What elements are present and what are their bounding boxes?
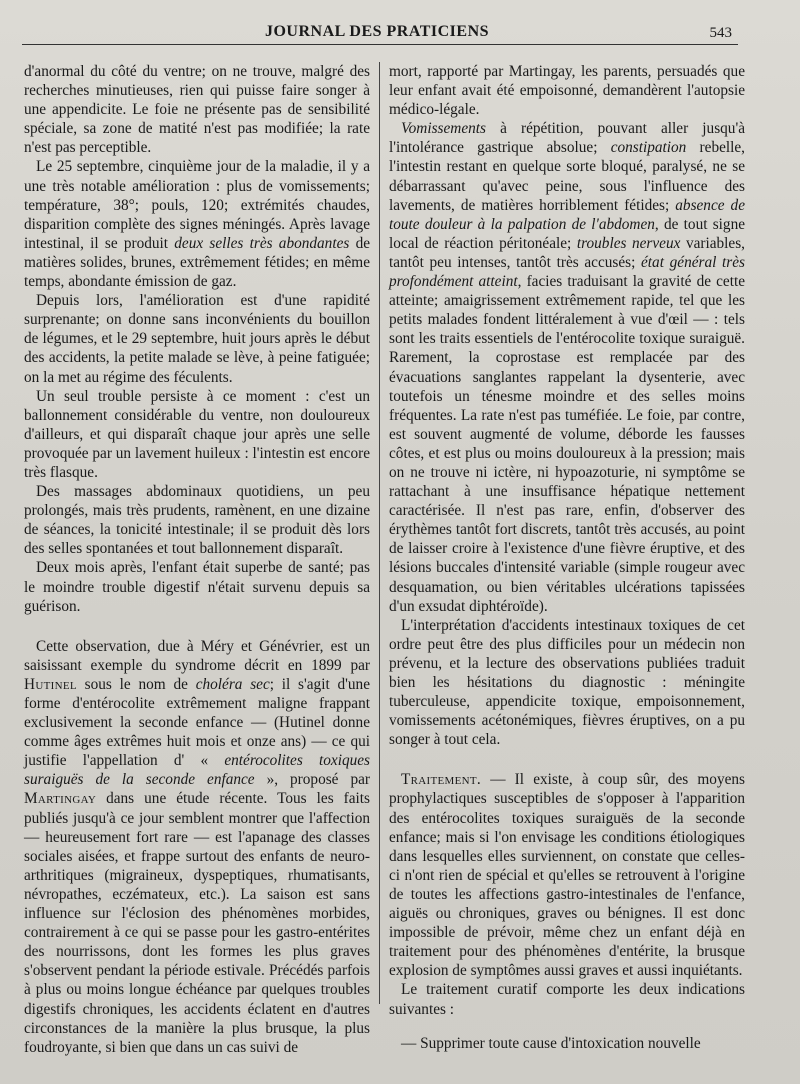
paragraph: Depuis lors, l'amélioration est d'une rapidité surprenante; on donne sans inconvénients du bouillon de légumes, et le 29 septembre, huit jours après le début des accidents, la petite malade se lève, à peine fatiguée; on la met au régime des féculents. xyxy=(24,292,370,386)
column-divider xyxy=(379,62,380,1004)
paragraph: d'anormal du côté du ventre; on ne trouve, malgré des recherches minutieuses, rien qui puisse faire songer à une appendicite. Le foie ne présente pas de sensibilité spéciale, sa zone de matité n'est pas modifiée; la rate n'est pas perceptible. xyxy=(24,63,370,157)
paragraph: Cette observation, due à Méry et Génévrier, est un saisissant exemple du syndrome décrit en 1899 par Hutinel sous le nom de choléra sec; il s'agit d'une forme d'entérocolite extrêmement maligne frappant exclusivement la seconde enfance — (Hutinel donne comme âges extrêmes huit mois et onze ans) — ce qui justifie l'appellation d' « entérocolites toxiques suraiguës de la seconde enfance », proposé par Martingay dans une étude récente. Tous les faits publiés jusqu'à ce jour semblent montrer que l'affection — heureusement fort rare — est l'apanage des classes sociales aisées, et frappe surtout des enfants de neuro-arthritiques (migraineux, dyspeptiques, rhumatisants, névropathes, eczémateux, etc.). La saison est sans influence sur l'éclosion des phénomènes morbides, contrairement à ce qui se passe pour les gastro-entérites des nourrissons, dont les formes les plus graves s'observent pendant la période estivale. Précédés parfois à plus ou moins longue échéance par quelques troubles digestifs chroniques, les accidents éclatent en d'autres circonstances de la manière la plus brusque, la plus foudroyante, si bien que dans un cas suivi de xyxy=(24,637,370,1056)
author-name: Hutinel xyxy=(24,675,77,693)
paragraph: Des massages abdominaux quotidiens, un peu prolongés, mais très prudents, ramènent, en une dizaine de séances, la tonicité intestinale; il se produit dès lors des selles spontanées et tout ballonnement disparaît. xyxy=(24,483,370,558)
paragraph: Deux mois après, l'enfant était superbe de santé; pas le moindre trouble digestif n'était survenu depuis sa guérison. xyxy=(24,559,370,615)
paragraph: Le traitement curatif comporte les deux indications suivantes : xyxy=(389,981,745,1018)
running-header xyxy=(22,20,732,46)
paragraph: mort, rapporté par Martingay, les parents, persuadés que leur enfant avait été empoisonné, demandèrent l'autopsie médico-légale. xyxy=(389,63,745,119)
paragraph: Traitement. — Il existe, à coup sûr, des moyens prophylactiques susceptibles de s'opposer à l'apparition des entérocolites toxiques suraiguës de la seconde enfance; mais si l'on envisage les conditions étiologiques dans lesquelles elles surviennent, on constate que celles-ci n'ont rien de spécial et qu'elles se retrouvent à l'origine de toutes les affections gastro-intestinales de l'enfance, aiguës ou chroniques, graves ou bénignes. Il est donc impossible de prévoir, même chez un enfant déjà en traitement pour des phénomènes d'entérite, la brusque explosion de symptômes aussi graves et aussi inquiétants. xyxy=(389,771,745,980)
paragraph: L'interprétation d'accidents intestinaux toxiques de cet ordre peut être des plus difficiles pour un médecin non prévenu, et la lecture des observations publiées traduit bien les hésitations du diagnostic : méningite tuberculeuse, appendicite toxique, empoisonnement, vomissements acétonémiques, fièvres éruptives, on a pu songer à tout cela. xyxy=(389,616,745,749)
page-number: 543 xyxy=(709,25,732,41)
paragraph: — Supprimer toute cause d'intoxication nouvelle xyxy=(401,1034,701,1052)
author-name: Martingay xyxy=(24,790,97,808)
journal-title: JOURNAL DES PRATICIENS xyxy=(264,23,490,40)
paragraph: Vomissements à répétition, pouvant aller jusqu'à l'intolérance gastrique absolue; constipation rebelle, l'intestin restant en quelque sorte bloqué, paralysé, ne se débarrassant qu'avec peine, sous l'influence des lavements, de matières horriblement fétides; absence de toute douleur à la palpation de l'abdomen, de tout signe local de réaction péritonéale; troubles nerveux variables, tantôt peu intenses, tantôt très accusés; état général très profondément atteint, facies traduisant la gravité de cette atteinte; amaigrissement extrêmement rapide, tel que les petits malades fondent littéralement à vue d'œil — : tels sont les traits essentiels de l'entérocolite toxique suraiguë. Rarement, la coprostase est remplacée par des évacuations sanglantes rappelant la dysenterie, avec toutefois un ténesme moindre et des selles moins fréquentes. La rate n'est pas tuméfiée. Le foie, par contre, est souvent augmenté de volume, déborde les fausses côtes, et est plus ou moins douloureux à la pression; mais on ne trouve ni ictère, ni hypoazoturie, ni symptôme se rattachant à une insuffisance hépatique nettement caractérisée. Il n'est pas rare, enfin, d'observer des érythèmes tantôt fort discrets, tantôt très accusés, au point de laisser croire à l'existence d'une fièvre éruptive, et des lésions buccales d'intensité variable (simple rougeur avec desquamation, ou bien véritables ulcérations tapissées d'un exsudat diphtéroïde). xyxy=(389,120,746,615)
paragraph: Un seul trouble persiste à ce moment : c'est un ballonnement considérable du ventre, non douloureux d'ailleurs, et qui disparaît chaque jour après une selle provoquée par un lavement huileux : l'intestin est encore très flasque. xyxy=(24,387,370,481)
paragraph: Le 25 septembre, cinquième jour de la maladie, il y a une très notable amélioration : plus de vomissements; température, 38°; pouls, 120; extrémités chaudes, disparition complète des signes méningés. Après lavage intestinal, il se produit deux selles très abondantes de matières solides, brunes, extrêmement fétides; en même temps, abondante émission de gaz. xyxy=(24,158,371,291)
header-rule xyxy=(22,44,738,45)
right-column xyxy=(389,62,745,1053)
section-heading: Traitement. xyxy=(401,771,482,789)
left-column xyxy=(24,62,370,1057)
